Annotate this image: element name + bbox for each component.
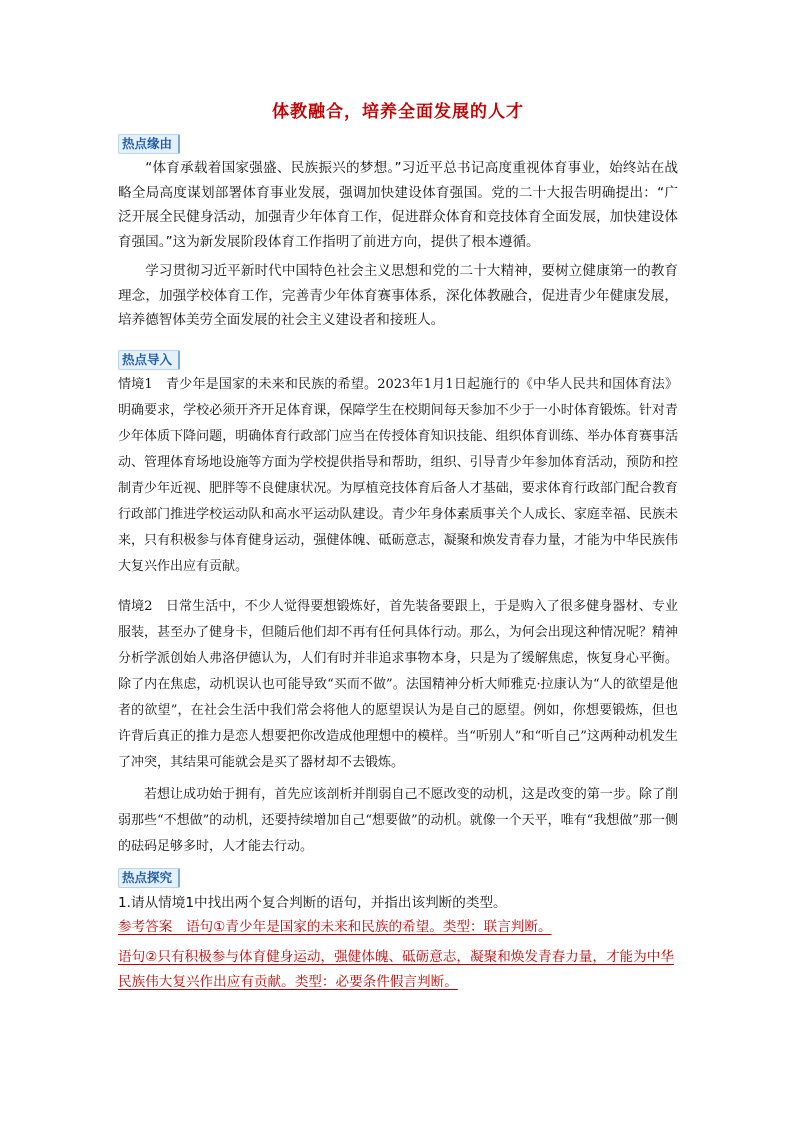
answer-text-1: 参考答案 语句①青少年是国家的未来和民族的希望。类型：联言判断。	[118, 919, 552, 935]
section-tag-origin: 热点缘由	[118, 134, 180, 154]
scenario-2-text: 情境2 日常生活中，不少人觉得要想锻炼好，首先装备要跟上，于是购入了很多健身器材、专业服装，甚至办了健身卡，但随后他们却不再有任何具体行动。那么，为何会出现这种情况呢？精神分析学派创始人弗洛伊德认为，人们有时并非追求事物本身，只是为了缓解焦虑，恢复身心平衡。除了内在焦虑，动机误认也可能导致“买而不做”。法国精神分析大师雅克·拉康认为“人的欲望是他者的欲望”，在社会生活中我们常会将他人的愿望误认为是自己的愿望。例如，你想要锻炼，但也许背后真正的推力是恋人想要把你改造成他理想中的模样。当“听别人”和“听自己”这两种动机发生了冲突，其结果可能就会是买了器材却不去锻炼。	[118, 599, 678, 770]
scenario-2-continuation: 若想让成功始于拥有，首先应该剖析并削弱自己不愿改变的动机，这是改变的第一步。除了削弱那些“不想做”的动机，还要持续增加自己“想要做”的动机。就像一个天平，唯有“我想做”那一侧的砝码足够多时，人才能去行动。	[118, 787, 678, 854]
answer-line-1	[118, 915, 678, 940]
scenario-1-text: 情境1 青少年是国家的未来和民族的希望。2023年1月1日起施行的《中华人民共和国体育法》明确要求，学校必须开齐开足体育课，保障学生在校期间每天参加不少于一小时体育锻炼。针对青少年体质下降问题，明确体育行政部门应当在传授体育知识技能、组织体育训练、举办体育赛事活动、管理体育场地设施等方面为学校提供指导和帮助，组织、引导青少年参加体育活动，预防和控制青少年近视、肥胖等不良健康状况。为厚植竞技体育后备人才基础，要求体育行政部门配合教育行政部门推进学校运动队和高水平运动队建设。青少年身体素质事关个人成长、家庭幸福、民族未来，只有积极参与体育健身运动，强健体魄、砥砺意志，凝聚和焕发青春力量，才能为中华民族伟大复兴作出应有贡献。	[118, 377, 678, 574]
section-tag-intro: 热点导入	[118, 350, 180, 370]
question-text: 1.请从情境1中找出两个复合判断的语句，并指出该判断的类型。	[118, 895, 507, 911]
section-tag-explore: 热点探究	[118, 868, 180, 888]
answer-text-2: 语句②只有积极参与体育健身运动，强健体魄、砥砺意志，凝聚和焕发青春力量，才能为中华民族伟大复兴作出应有贡献。类型：必要条件假言判断。	[118, 949, 674, 990]
answer-line-2	[118, 945, 678, 995]
origin-paragraph-2: 学习贯彻习近平新时代中国特色社会主义思想和党的二十大精神，要树立健康第一的教育理念，加强学校体育工作，完善青少年体育赛事体系，深化体教融合，促进青少年健康发展，培养德智体美劳全面发展的社会主义建设者和接班人。	[118, 263, 678, 328]
origin-paragraph-1: “体育承载着国家强盛、民族振兴的梦想。”习近平总书记高度重视体育事业，始终站在战略全局高度谋划部署体育事业发展，强调加快建设体育强国。党的二十大报告明确提出：“广泛开展全民健身活动，加强青少年体育工作，促进群众体育和竞技体育全面发展，加快建设体育强国。”这为新发展阶段体育工作指明了前进方向，提供了根本遵循。	[118, 160, 678, 250]
page-title: 体教融合，培养全面发展的人才	[272, 102, 524, 122]
